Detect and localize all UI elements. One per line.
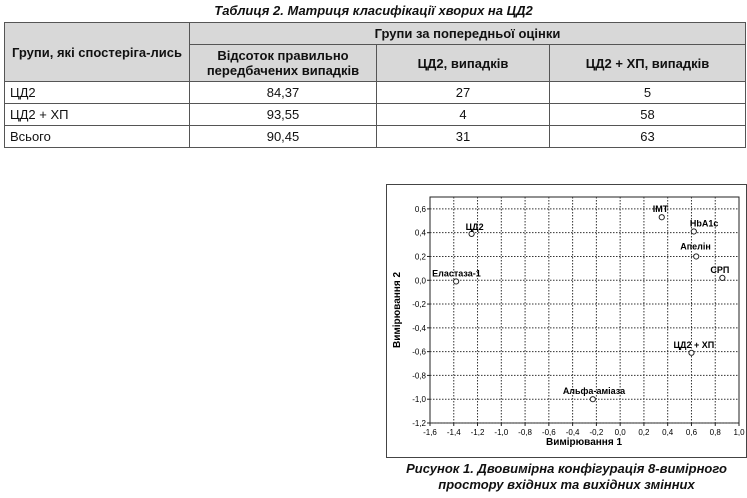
x-tick-label: -1,0	[494, 428, 509, 437]
figure-caption	[386, 461, 747, 493]
y-tick-label: 0,4	[414, 228, 426, 238]
x-tick-label: -1,4	[446, 428, 461, 437]
scatter-chart	[386, 184, 747, 458]
figure-caption-line: простору вхідних та вихідних змінних	[438, 477, 695, 492]
y-tick-label: -1,2	[412, 419, 426, 428]
x-tick-label: -1,2	[470, 428, 485, 437]
x-tick-label: 1,0	[733, 428, 745, 437]
header-percent-correct: Відсоток правильно передбачених випадків	[190, 45, 377, 82]
data-point	[659, 215, 664, 220]
point-label: HbA1c	[689, 218, 719, 229]
point-label: ЦД2	[465, 221, 484, 232]
table-cell: 63	[550, 126, 746, 148]
x-tick-label: 0,2	[638, 428, 650, 437]
data-point	[689, 350, 694, 355]
table-cell: 58	[550, 104, 746, 126]
point-label: Апелін	[680, 241, 711, 252]
table-row	[5, 104, 746, 126]
x-tick-label: -0,8	[518, 428, 532, 437]
y-tick-label: -0,4	[412, 323, 426, 333]
x-axis-label: Вимірювання 1	[545, 437, 623, 448]
row-label: ЦД2	[5, 82, 190, 104]
x-tick-label: -0,4	[565, 428, 580, 437]
table-row	[5, 82, 746, 104]
table-cell: 84,37	[190, 82, 377, 104]
data-point	[590, 397, 595, 402]
table-header-row	[5, 23, 746, 45]
x-tick-label: -0,6	[541, 428, 556, 437]
header-cd2-cases: ЦД2, випадків	[377, 45, 550, 82]
point-label: ІМТ	[652, 204, 669, 215]
point-label: ЦД2 + ХП	[673, 339, 715, 350]
data-point	[694, 254, 699, 259]
data-point	[691, 229, 696, 234]
x-tick-label: 0,4	[662, 428, 674, 437]
table-cell: 27	[377, 82, 550, 104]
x-tick-label: -0,2	[589, 428, 604, 437]
header-cd2-xp-cases: ЦД2 + ХП, випадків	[550, 45, 746, 82]
header-predicted-groups: Групи за попередньої оцінки	[190, 23, 746, 45]
table-cell: 31	[377, 126, 550, 148]
header-observed-groups: Групи, які спостеріга-лись	[5, 23, 190, 82]
y-tick-label: 0,2	[414, 252, 426, 262]
y-tick-label: 0,0	[414, 276, 426, 286]
point-label: Еластаза-1	[432, 268, 481, 279]
figure-caption-line: Рисунок 1. Двовимірна конфігурація 8-вимірного	[406, 461, 727, 476]
x-tick-label: -1,6	[423, 428, 437, 437]
table-row	[5, 126, 746, 148]
y-tick-label: -0,8	[412, 371, 426, 381]
row-label: ЦД2 + ХП	[5, 104, 190, 126]
table-caption: Таблиця 2. Матриця класифікації хворих на ЦД2	[214, 3, 533, 18]
x-tick-label: 0,8	[709, 428, 721, 437]
y-tick-label: -1,0	[412, 395, 426, 405]
x-tick-label: 0,0	[614, 428, 626, 437]
data-point	[469, 231, 474, 236]
row-label: Всього	[5, 126, 190, 148]
y-tick-label: -0,2	[412, 300, 426, 310]
x-tick-label: 0,6	[685, 428, 698, 437]
table-cell: 4	[377, 104, 550, 126]
data-point	[720, 275, 725, 280]
table-cell: 93,55	[190, 104, 377, 126]
y-axis-label: Вимірювання 2	[392, 271, 403, 349]
table-cell: 90,45	[190, 126, 377, 148]
point-label: СРП	[710, 264, 730, 275]
y-tick-label: -0,6	[412, 347, 426, 357]
data-point	[454, 279, 459, 284]
classification-table	[4, 22, 746, 148]
point-label: Альфа-аміаза	[562, 386, 626, 397]
y-tick-label: 0,6	[414, 204, 426, 214]
table-cell: 5	[550, 82, 746, 104]
